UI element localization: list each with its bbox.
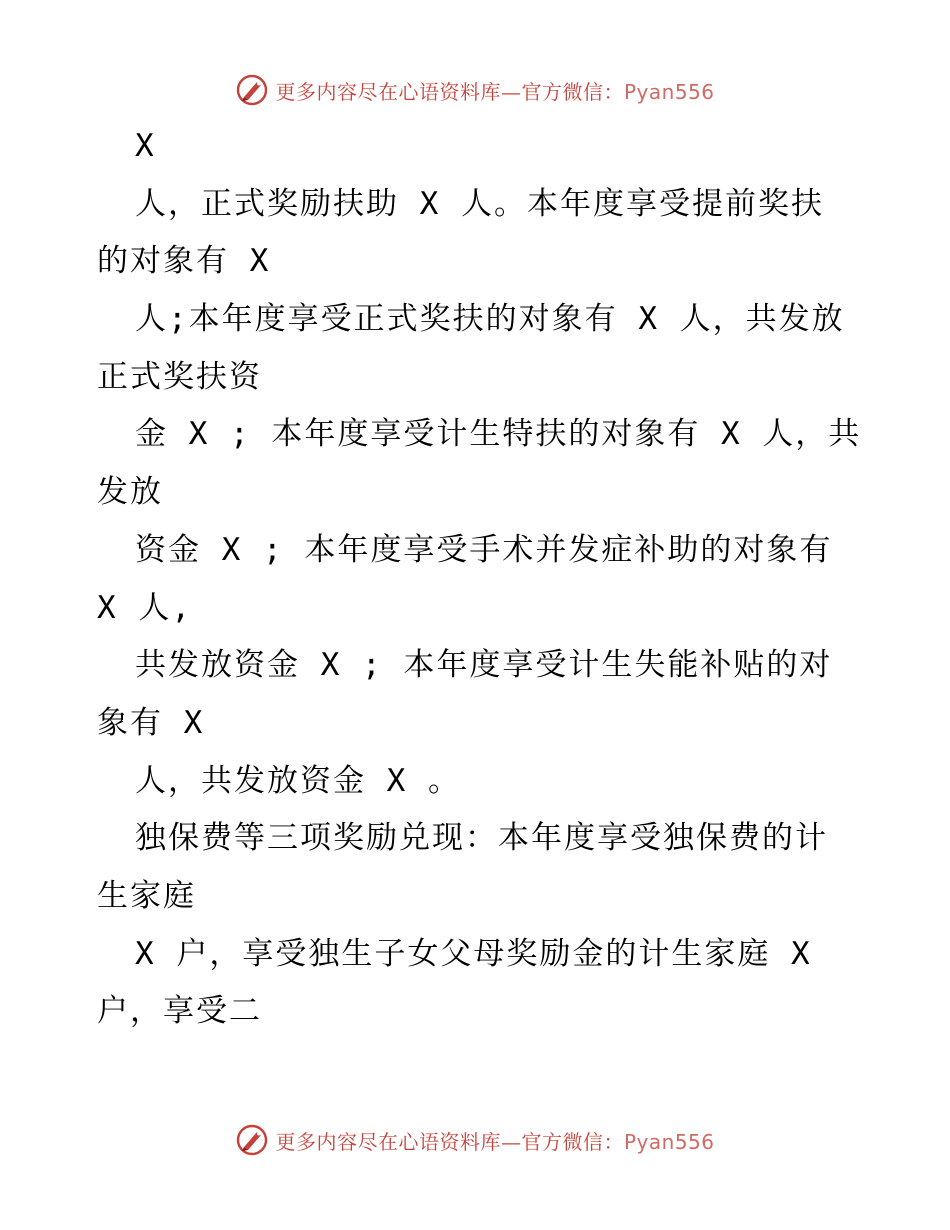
footer-text (275, 1126, 714, 1155)
pen-logo-icon (235, 1123, 269, 1157)
header-banner (0, 70, 950, 110)
body-line-6: 金 X ; 本年度享受计生特扶的对象有 X 人，共 (135, 416, 862, 453)
footer-site-name: 更多内容尽在心语资料库 (275, 1129, 501, 1154)
body-line-8: 资金 X ; 本年度享受手术并发症补助的对象有 (135, 531, 833, 568)
header-wechat-label: 官方微信： (521, 79, 624, 104)
header-wechat-id: Pyan556 (623, 79, 715, 104)
header-separator: — (500, 79, 522, 104)
footer-wechat-id: Pyan556 (623, 1129, 715, 1154)
body-line-2: 人，正式奖励扶助 X 人。本年度享受提前奖扶 (135, 185, 824, 222)
body-line-10: 共发放资金 X ; 本年度享受计生失能补贴的对 (135, 647, 833, 684)
body-line-5: 正式奖扶资 (97, 358, 262, 395)
document-body (97, 118, 862, 1041)
footer-separator: — (500, 1129, 522, 1154)
footer-banner (0, 1120, 950, 1160)
body-line-9: X 人, (97, 589, 192, 626)
body-line-1: X (135, 128, 156, 164)
header-site-name: 更多内容尽在心语资料库 (275, 79, 501, 104)
body-line-16: 户，享受二 (97, 993, 262, 1030)
body-line-12: 人，共发放资金 X 。 (135, 762, 461, 799)
body-line-14: 生家庭 (97, 877, 196, 914)
body-line-3: 的对象有 X (97, 243, 271, 280)
body-line-13: 独保费等三项奖励兑现：本年度享受独保费的计 (135, 820, 828, 857)
body-line-4: 人;本年度享受正式奖扶的对象有 X 人，共发放 (135, 301, 845, 338)
body-line-7: 发放 (97, 474, 163, 511)
footer-wechat-label: 官方微信： (521, 1129, 624, 1154)
body-line-15: X 户，享受独生子女父母奖励金的计生家庭 X (135, 935, 812, 972)
body-line-11: 象有 X (97, 704, 205, 741)
pen-logo-icon (235, 73, 269, 107)
header-text (275, 76, 714, 105)
